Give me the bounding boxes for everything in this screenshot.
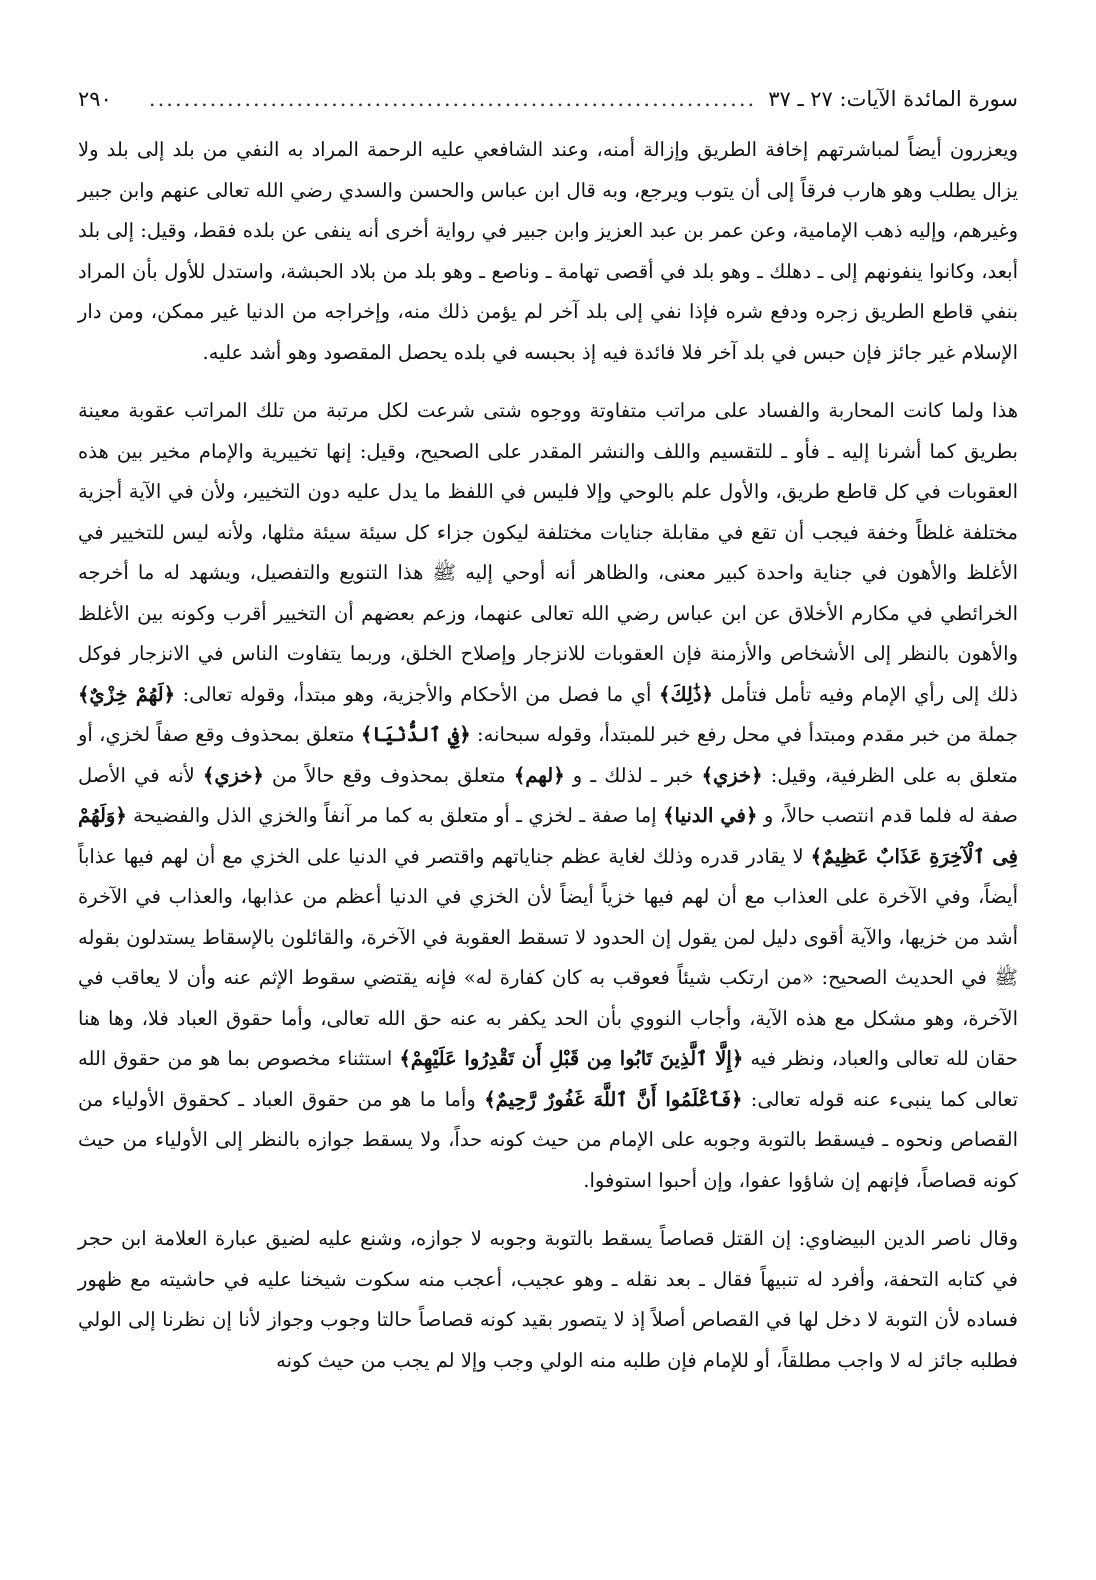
quran-quote: ﴿في الدنيا﴾: [663, 804, 758, 827]
paragraph-2-text: متعلق بمحذوف وقع صفاً لخزي، أو متعلق به على الظرفية، وقيل:: [78, 723, 1018, 787]
paragraph-2-text: جملة من خبر مقدم ومبتدأ في محل رفع خبر للمبتدأ، وقوله سبحانه:: [470, 723, 1019, 746]
paragraph-2: [78, 391, 1018, 1201]
paragraph-2-text: أي ما فصل من الأحكام والأجزية، وهو مبتدأ، وقوله تعالى:: [175, 682, 660, 706]
paragraph-2-text: متعلق بمحذوف وقع حالاً من: [263, 763, 514, 787]
quran-quote: ﴿فِي ٱلدُّنْيَا﴾: [360, 723, 471, 746]
quran-quote: ﴿إِلَّا ٱلَّذِينَ تَابُوا مِن قَبْلِ أَن تَقْدِرُوا عَلَيْهِمْ﴾: [399, 1047, 744, 1070]
paragraph-2-text: إما صفة ـ لخزي ـ أو متعلق به كما مر آنفاً والخزي الذل والفضيحة: [126, 804, 664, 827]
quran-quote: ﴿ذَٰلِكَ﴾: [659, 682, 713, 706]
header-title: سورة المائدة الآيات: ٢٧ ـ ٣٧: [768, 87, 1018, 111]
paragraph-1: ويعزرون أيضاً لمباشرتهم إخافة الطريق وإزالة أمنه، وعند الشافعي عليه الرحمة المراد به النفي من بلد إلى بلد ولا يزال يطلب وهو هارب فرقاً إلى أن يتوب ويرجع، وبه قال ابن عباس والحسن والسدي رضي الله تعالى عنهم وابن جبير وغيرهم، وإليه ذهب الإمامية، وعن عمر بن عبد العزيز وابن جبير في رواية أخرى أنه ينفى عن بلده فقط، وقيل: إلى بلد أبعد، وكانوا ينفونهم إلى ـ دهلك ـ وهو بلد في أقصى تهامة ـ وناصع ـ وهو بلد من بلاد الحبشة، واستدل للأول بأن المراد بنفي قاطع الطريق زجره ودفع شره فإذا نفي إلى بلد آخر لم يؤمن ذلك منه، وإخراجه من الدنيا غير ممكن، ومن دار الإسلام غير جائز فإن حبس في بلد آخر فلا فائدة فيه إذ بحبسه في بلده يحصل المقصود وهو أشد عليه.: [78, 138, 1018, 364]
quran-quote: ﴿وَلَهُمْ فِى ٱلْآخِرَةِ عَذَابٌ عَظِيمٌ﴾: [78, 804, 1019, 868]
page-number: ٢٩٠: [78, 87, 112, 111]
paragraph-2-text: خبر ـ لذلك ـ و: [564, 763, 702, 787]
paragraph-2-text: لا يقادر قدره وذلك لغاية عظم جناياتهم واقتصر في الدنيا على الخزي مع أن لهم فيها عذاباً أيضاً، وفي الآخرة على العذاب مع أن لهم فيها خزياً أيضاً لأن الخزي في الدنيا أعظم من عذابها، والعذاب في الآخرة أشد من خزيها، والآية أقوى دليل لمن يقول إن الحدود لا تسقط العقوبة في الآخرة، والقائلون بالإسقاط يستدلون بقوله ﷺ في الحديث الصحيح: «من ارتكب شيئاً فعوقب به كان كفارة له» فإنه يقتضي سقوط الإثم عنه وأن لا يعاقب في الآخرة، وهو مشكل مع هذه الآية، وأجاب النووي بأن الحد يكفر به عنه حق الله تعالى، وأما حقوق العباد فلا، وها هنا حقان لله تعالى والعباد، ونظر فيه: [78, 844, 1018, 1070]
paragraph-2-text: لأنه في الأصل صفة له فلما قدم انتصب حالاً، و: [78, 763, 1018, 827]
header-leader-dots: ......................................................................: [148, 87, 757, 111]
running-header: [78, 84, 1018, 120]
quran-quote: ﴿لَهُمْ خِزْيٌ﴾: [78, 682, 176, 706]
quran-quote: ﴿خزي﴾: [202, 763, 264, 787]
quran-quote: ﴿فَٱعْلَمُوا أَنَّ ٱللَّهَ غَفُورٌ رَّحِيمٌ﴾: [484, 1087, 743, 1111]
paragraph-2-text: استثناء مخصوص بما هو من حقوق الله تعالى كما ينبىء عنه قوله تعالى:: [78, 1047, 1019, 1111]
quran-quote: ﴿لهم﴾: [513, 763, 565, 787]
paragraph-3: وقال ناصر الدين البيضاوي: إن القتل قصاصاً يسقط بالتوبة وجوبه لا جوازه، وشنع عليه لضيق عبارة العلامة ابن حجر في كتابه التحفة، وأفرد له تنبيهاً فقال ـ بعد نقله ـ وهو عجيب، أعجب منه سكوت شيخنا عليه في حاشيته مع ظهور فساده لأن التوبة لا دخل لها في القصاص أصلاً إذ لا يتصور بقيد كونه قصاصاً حالتا وجوب وجواز لأنا إن نظرنا إلى الولي فطلبه جائز له لا واجب مطلقاً، أو للإمام فإن طلبه منه الولي وجب وإلا لم يجب من حيث كونه: [78, 1227, 1018, 1372]
paragraph-2-text: وأما ما هو من حقوق العباد ـ كحقوق الأولياء من القصاص ونحوه ـ فيسقط بالتوبة وجوبه على الإمام من حيث كونه حداً، ولا يسقط جوازه بالنظر إلى الأولياء من حيث كونه قصاصاً، فإنهم إن شاؤوا عفوا، وإن أحبوا استوفوا.: [78, 1087, 1018, 1192]
quran-quote: ﴿خزي﴾: [701, 763, 763, 787]
page: [78, 84, 1018, 1381]
paragraph-2-text: هذا ولما كانت المحاربة والفساد على مراتب متفاوتة ووجوه شتى شرعت لكل مرتبة من تلك المراتب عقوبة معينة بطريق كما أشرنا إليه ـ فأو ـ للتقسيم واللف والنشر المقدر على الصحيح، وقيل: إنها تخييرية والإمام مخير بين هذه العقوبات في كل قاطع طريق، والأول علم بالوحي وإلا فليس في اللفظ ما يدل عليه دون التخيير، ولأن في الآية أجزية مختلفة غلظاً وخفة فيجب أن تقع في مقابلة جنايات مختلفة ليكون جزاء كل سيئة سيئة مثلها، ولأنه ليس للتخيير في الأغلظ والأهون في جناية واحدة كبير معنى، والظاهر أنه أوحي إليه ﷺ هذا التنويع والتفصيل، ويشهد له ما أخرجه الخرائطي في مكارم الأخلاق عن ابن عباس رضي الله تعالى عنهما، وزعم بعضهم أن التخيير أقرب وكونه بين الأغلظ والأهون بالنظر إلى الأشخاص والأزمنة فإن العقوبات للانزجار وإصلاح الخلق، وربما يتفاوت الناس في الانزجار فوكل ذلك إلى رأي الإمام وفيه تأمل فتأمل: [78, 399, 1018, 706]
